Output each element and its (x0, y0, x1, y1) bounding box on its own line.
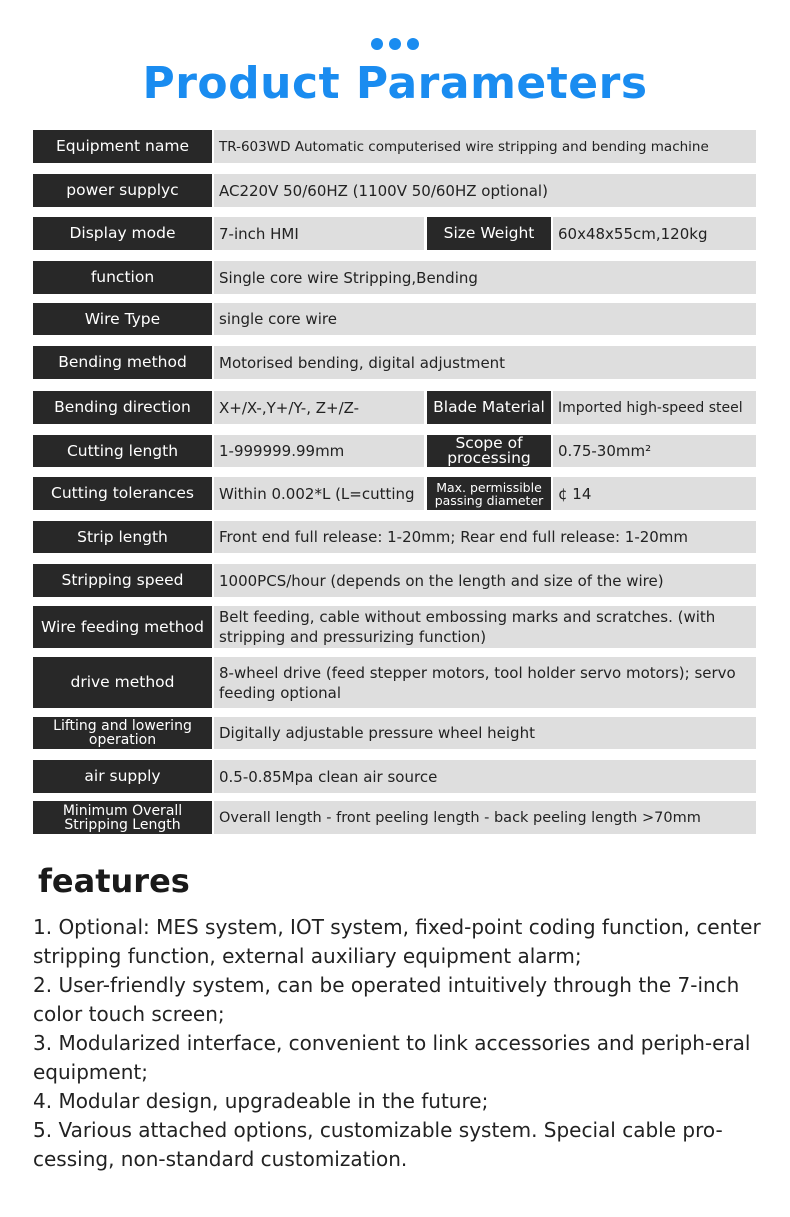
param-value: 1-999999.99mm (214, 435, 424, 467)
param-row-wire-type (33, 303, 756, 335)
param-row-equipment-name (33, 130, 756, 163)
param-value: 1000PCS/hour (depends on the length and size of the wire) (214, 564, 756, 597)
feature-item: 1. Optional: MES system, IOT system, fixed-point coding function, center stripping function, external auxiliary equipment alarm; (33, 915, 761, 968)
param-label: Cutting tolerances (33, 477, 212, 510)
param-value: Digitally adjustable pressure wheel height (214, 717, 756, 749)
feature-item: 3. Modularized interface, convenient to link accessories and periph-eral equipment; (33, 1031, 751, 1084)
param-value: X+/X-,Y+/Y-, Z+/Z- (214, 391, 424, 424)
param-label: Bending method (33, 346, 212, 379)
param-row-display-mode (33, 217, 756, 250)
param-label: Stripping speed (33, 564, 212, 597)
param-label-secondary: Blade Material (427, 391, 551, 424)
param-label: Wire Type (33, 303, 212, 335)
param-label: Strip length (33, 521, 212, 553)
param-label: Bending direction (33, 391, 212, 424)
param-label: Minimum Overall Stripping Length (33, 801, 212, 834)
param-label: Wire feeding method (33, 606, 212, 648)
features-list (33, 913, 763, 1174)
param-label: Equipment name (33, 130, 212, 163)
param-value-secondary: 60x48x55cm,120kg (553, 217, 756, 250)
param-row-bending-method (33, 346, 756, 379)
param-label: air supply (33, 760, 212, 793)
param-row-air-supply (33, 760, 756, 793)
param-label: function (33, 261, 212, 294)
param-value-secondary: ¢ 14 (553, 477, 756, 510)
param-value-secondary: Imported high-speed steel (553, 391, 756, 424)
param-value: single core wire (214, 303, 756, 335)
param-row-stripping-speed (33, 564, 756, 597)
dot-icon (389, 38, 401, 50)
param-label: power supplyc (33, 174, 212, 207)
param-row-function (33, 261, 756, 294)
dot-icon (407, 38, 419, 50)
param-label: Display mode (33, 217, 212, 250)
param-value: Belt feeding, cable without embossing marks and scratches. (with stripping and pressurizing function) (214, 606, 756, 648)
param-row-minimum-stripping-length (33, 801, 756, 834)
param-value: AC220V 50/60HZ (1100V 50/60HZ optional) (214, 174, 756, 207)
param-value: Front end full release: 1-20mm; Rear end full release: 1-20mm (214, 521, 756, 553)
param-value: Motorised bending, digital adjustment (214, 346, 756, 379)
param-row-lifting-lowering (33, 717, 756, 749)
param-row-strip-length (33, 521, 756, 553)
param-row-cutting-length (33, 435, 756, 467)
param-row-power-supply (33, 174, 756, 207)
features-heading: features (38, 862, 190, 900)
param-label-secondary: Scope of processing (427, 435, 551, 467)
param-row-wire-feeding-method (33, 606, 756, 648)
param-row-drive-method (33, 657, 756, 708)
feature-item: 4. Modular design, upgradeable in the future; (33, 1089, 489, 1113)
param-row-bending-direction (33, 391, 756, 424)
param-value: 0.5-0.85Mpa clean air source (214, 760, 756, 793)
param-label-secondary: Max. permissible passing diameter (427, 477, 551, 510)
param-label: Cutting length (33, 435, 212, 467)
param-value: 7-inch HMI (214, 217, 424, 250)
feature-item: 2. User-friendly system, can be operated intuitively through the 7-inch color touch screen; (33, 973, 740, 1026)
param-label: drive method (33, 657, 212, 708)
param-value: TR-603WD Automatic computerised wire stripping and bending machine (214, 130, 756, 163)
feature-item: 5. Various attached options, customizable system. Special cable pro-cessing, non-standard customization. (33, 1118, 723, 1171)
decorative-dots (0, 38, 790, 50)
page-title: Product Parameters (142, 58, 648, 109)
dot-icon (371, 38, 383, 50)
param-value: Within 0.002*L (L=cutting (214, 477, 424, 510)
param-value-secondary: 0.75-30mm² (553, 435, 756, 467)
param-value: 8-wheel drive (feed stepper motors, tool holder servo motors); servo feeding optional (214, 657, 756, 708)
param-label: Lifting and lowering operation (33, 717, 212, 749)
param-value: Overall length - front peeling length - back peeling length >70mm (214, 801, 756, 834)
param-row-cutting-tolerances (33, 477, 756, 510)
param-label-secondary: Size Weight (427, 217, 551, 250)
param-value: Single core wire Stripping,Bending (214, 261, 756, 294)
